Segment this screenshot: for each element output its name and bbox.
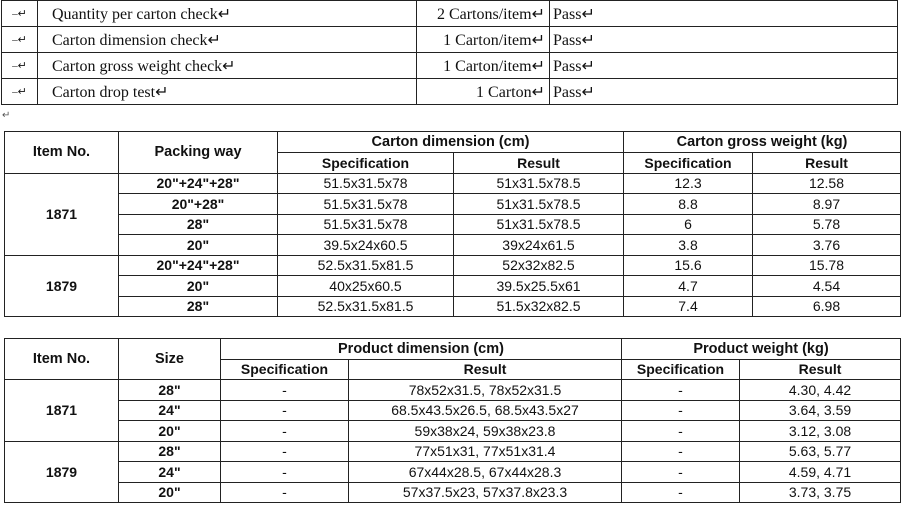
header-dim-spec: Specification [221,359,349,380]
check-name: Carton dimension check↵ [38,27,417,53]
packing-way-cell: 20"+28" [119,194,278,215]
weight-spec-cell: 12.3 [624,173,753,194]
check-row [2,27,898,53]
table-row [5,296,901,317]
item-no-cell: 1879 [5,255,119,317]
dim-result-cell: 59x38x24, 59x38x23.8 [349,421,622,442]
check-sample-qty: 1 Carton/item↵ [417,53,550,79]
dim-result-cell: 77x51x31, 77x51x31.4 [349,441,622,462]
check-bullet: –↵ [2,53,38,79]
paragraph-mark: ↵ [2,110,11,121]
header-weight-result: Result [753,153,901,174]
check-sample-qty: 1 Carton↵ [417,79,550,105]
table-row [5,380,901,401]
packing-way-cell: 20" [119,276,278,297]
item-no-cell: 1879 [5,441,119,503]
dim-result-cell: 78x52x31.5, 78x52x31.5 [349,380,622,401]
header-packing-way: Packing way [119,132,278,174]
dim-result-cell: 67x44x28.5, 67x44x28.3 [349,462,622,483]
dim-spec-cell: - [221,421,349,442]
header-weight-result: Result [740,359,901,380]
check-sample-qty: 1 Carton/item↵ [417,27,550,53]
check-row [2,1,898,27]
weight-result-cell: 6.98 [753,296,901,317]
dim-result-cell: 52x32x82.5 [454,255,624,276]
dim-spec-cell: 51.5x31.5x78 [278,214,454,235]
weight-result-cell: 3.12, 3.08 [740,421,901,442]
check-row [2,79,898,105]
dim-spec-cell: 51.5x31.5x78 [278,194,454,215]
dim-result-cell: 57x37.5x23, 57x37.8x23.3 [349,482,622,503]
weight-result-cell: 4.30, 4.42 [740,380,901,401]
header-dim-spec: Specification [278,153,454,174]
table-row [5,214,901,235]
table-row [5,276,901,297]
size-cell: 24" [119,462,221,483]
table-row [5,421,901,442]
weight-spec-cell: - [622,462,740,483]
check-bullet: –↵ [2,79,38,105]
weight-spec-cell: 8.8 [624,194,753,215]
dim-result-cell: 51x31.5x78.5 [454,214,624,235]
dim-result-cell: 39x24x61.5 [454,235,624,256]
dim-spec-cell: - [221,400,349,421]
header-item-no: Item No. [5,132,119,174]
dim-spec-cell: 51.5x31.5x78 [278,173,454,194]
weight-result-cell: 4.54 [753,276,901,297]
weight-result-cell: 8.97 [753,194,901,215]
check-result: Pass↵ [550,1,898,27]
packing-way-cell: 20"+24"+28" [119,173,278,194]
check-result: Pass↵ [550,53,898,79]
dim-result-cell: 68.5x43.5x26.5, 68.5x43.5x27 [349,400,622,421]
header-dim-result: Result [349,359,622,380]
item-no-cell: 1871 [5,380,119,442]
weight-spec-cell: - [622,380,740,401]
check-bullet: –↵ [2,1,38,27]
table-row [5,482,901,503]
weight-result-cell: 3.73, 3.75 [740,482,901,503]
size-cell: 24" [119,400,221,421]
packing-way-cell: 28" [119,296,278,317]
check-name: Carton gross weight check↵ [38,53,417,79]
check-bullet: –↵ [2,27,38,53]
weight-result-cell: 4.59, 4.71 [740,462,901,483]
weight-result-cell: 5.63, 5.77 [740,441,901,462]
check-result: Pass↵ [550,27,898,53]
header-dim-result: Result [454,153,624,174]
table-row [5,441,901,462]
size-cell: 20" [119,421,221,442]
header-weight-spec: Specification [624,153,753,174]
table-row [5,400,901,421]
weight-spec-cell: 4.7 [624,276,753,297]
weight-spec-cell: - [622,421,740,442]
weight-spec-cell: - [622,441,740,462]
product-dimension-weight-table [4,338,901,503]
packing-way-cell: 20"+24"+28" [119,255,278,276]
table-row [5,173,901,194]
dim-spec-cell: 52.5x31.5x81.5 [278,296,454,317]
check-name: Quantity per carton check↵ [38,1,417,27]
table-row [5,255,901,276]
check-row [2,53,898,79]
dim-spec-cell: 39.5x24x60.5 [278,235,454,256]
weight-result-cell: 5.78 [753,214,901,235]
item-no-cell: 1871 [5,173,119,255]
size-cell: 28" [119,380,221,401]
check-result: Pass↵ [550,79,898,105]
check-sample-qty: 2 Cartons/item↵ [417,1,550,27]
header-item-no: Item No. [5,339,119,380]
check-name: Carton drop test↵ [38,79,417,105]
header-weight-spec: Specification [622,359,740,380]
header-product-dimension: Product dimension (cm) [221,339,622,360]
weight-result-cell: 3.64, 3.59 [740,400,901,421]
table-row [5,235,901,256]
header-product-weight: Product weight (kg) [622,339,901,360]
dim-result-cell: 39.5x25.5x61 [454,276,624,297]
weight-spec-cell: 7.4 [624,296,753,317]
weight-spec-cell: 6 [624,214,753,235]
weight-result-cell: 3.76 [753,235,901,256]
weight-spec-cell: - [622,400,740,421]
dim-spec-cell: - [221,380,349,401]
table-row [5,194,901,215]
packing-way-cell: 20" [119,235,278,256]
dim-spec-cell: 52.5x31.5x81.5 [278,255,454,276]
size-cell: 28" [119,441,221,462]
dim-spec-cell: - [221,462,349,483]
header-carton-dimension: Carton dimension (cm) [278,132,624,153]
weight-result-cell: 15.78 [753,255,901,276]
dim-result-cell: 51.5x32x82.5 [454,296,624,317]
dim-result-cell: 51x31.5x78.5 [454,194,624,215]
header-carton-gross-weight: Carton gross weight (kg) [624,132,901,153]
carton-dimension-weight-table [4,131,901,317]
weight-result-cell: 12.58 [753,173,901,194]
weight-spec-cell: 3.8 [624,235,753,256]
packing-way-cell: 28" [119,214,278,235]
weight-spec-cell: - [622,482,740,503]
dim-spec-cell: 40x25x60.5 [278,276,454,297]
weight-spec-cell: 15.6 [624,255,753,276]
inspection-checklist-table [1,0,898,105]
table-row [5,462,901,483]
size-cell: 20" [119,482,221,503]
header-size: Size [119,339,221,380]
dim-spec-cell: - [221,482,349,503]
dim-result-cell: 51x31.5x78.5 [454,173,624,194]
dim-spec-cell: - [221,441,349,462]
